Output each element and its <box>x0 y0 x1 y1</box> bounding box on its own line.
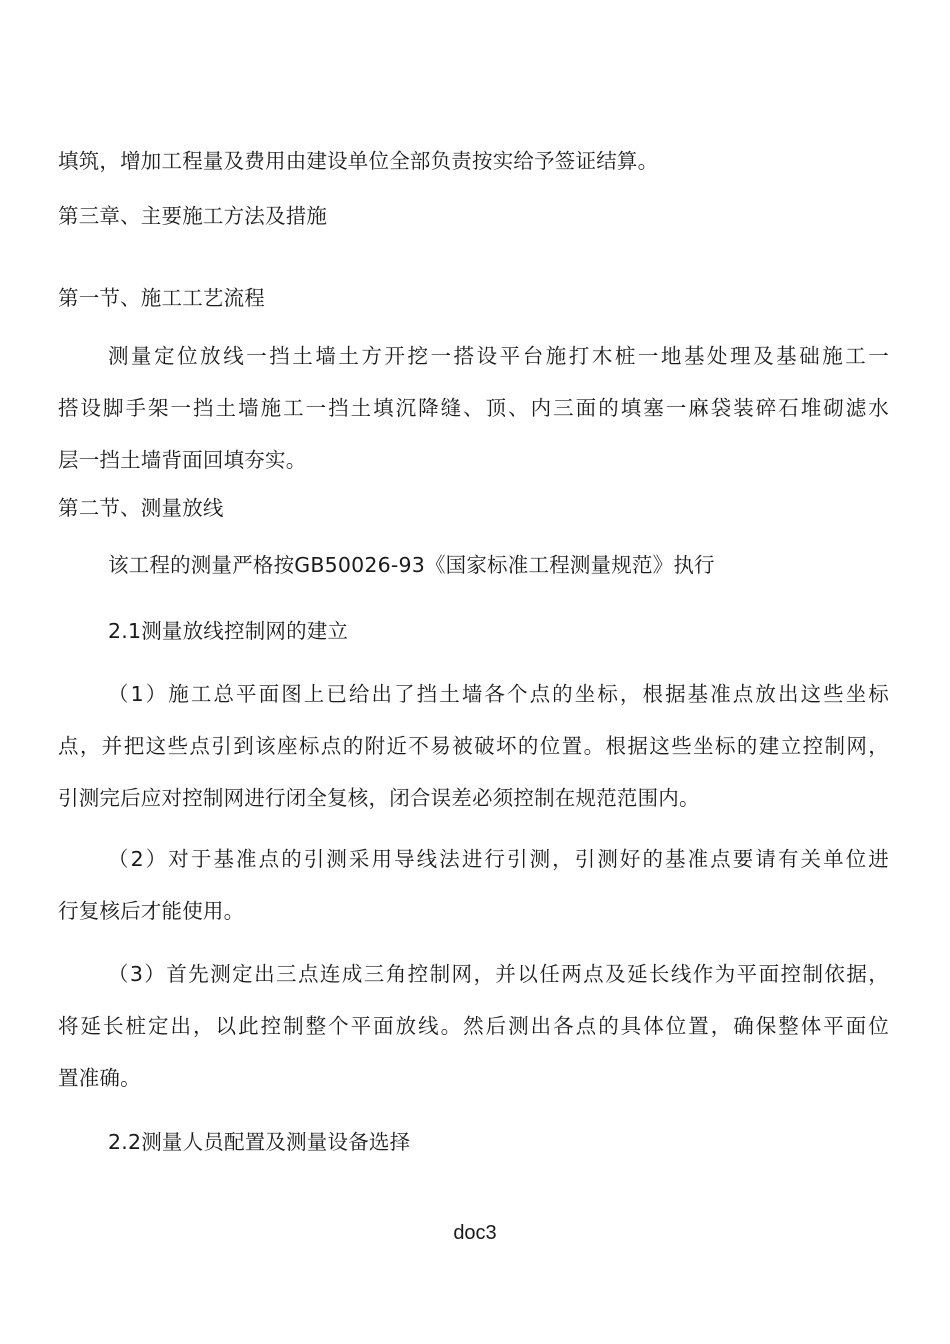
paragraph-line: （3）首先测定出三点连成三角控制网，并以任两点及延长线作为平面控制依据， <box>108 962 889 986</box>
paragraph-line: 该工程的测量严格按GB50026-93《国家标准工程测量规范》执行 <box>108 553 715 577</box>
chapter-heading: 第三章、主要施工方法及措施 <box>58 204 328 228</box>
paragraph-line: （1）施工总平面图上已给出了挡土墙各个点的坐标，根据基准点放出这些坐标 <box>108 682 889 706</box>
paragraph-line: （2）对于基准点的引测采用导线法进行引测，引测好的基准点要请有关单位进 <box>108 847 889 871</box>
section-heading: 第一节、施工工艺流程 <box>58 286 265 310</box>
paragraph-line: 行复核后才能使用。 <box>58 899 245 923</box>
paragraph-line: 填筑，增加工程量及费用由建设单位全部负责按实给予签证结算。 <box>58 149 659 173</box>
paragraph-line: 搭设脚手架一挡土墙施工一挡土填沉降缝、顶、内三面的填塞一麻袋装碎石堆砌滤水 <box>58 396 889 420</box>
paragraph-line: 引测完后应对控制网进行闭全复核，闭合误差必须控制在规范范围内。 <box>58 786 700 810</box>
paragraph-line: 置准确。 <box>58 1066 141 1090</box>
subsection-heading: 2.2测量人员配置及测量设备选择 <box>108 1130 411 1154</box>
section-heading: 第二节、测量放线 <box>58 496 224 520</box>
paragraph-line: 点，并把这些点引到该座标点的附近不易被破坏的位置。根据这些坐标的建立控制网， <box>58 734 889 758</box>
paragraph-line: 测量定位放线一挡土墙土方开挖一搭设平台施打木桩一地基处理及基础施工一 <box>108 344 889 368</box>
subsection-heading: 2.1测量放线控制网的建立 <box>108 619 349 643</box>
paragraph-line: 层一挡土墙背面回填夯实。 <box>58 448 307 472</box>
page-footer: doc3 <box>453 1222 497 1244</box>
paragraph-line: 将延长桩定出，以此控制整个平面放线。然后测出各点的具体位置，确保整体平面位 <box>58 1014 889 1038</box>
